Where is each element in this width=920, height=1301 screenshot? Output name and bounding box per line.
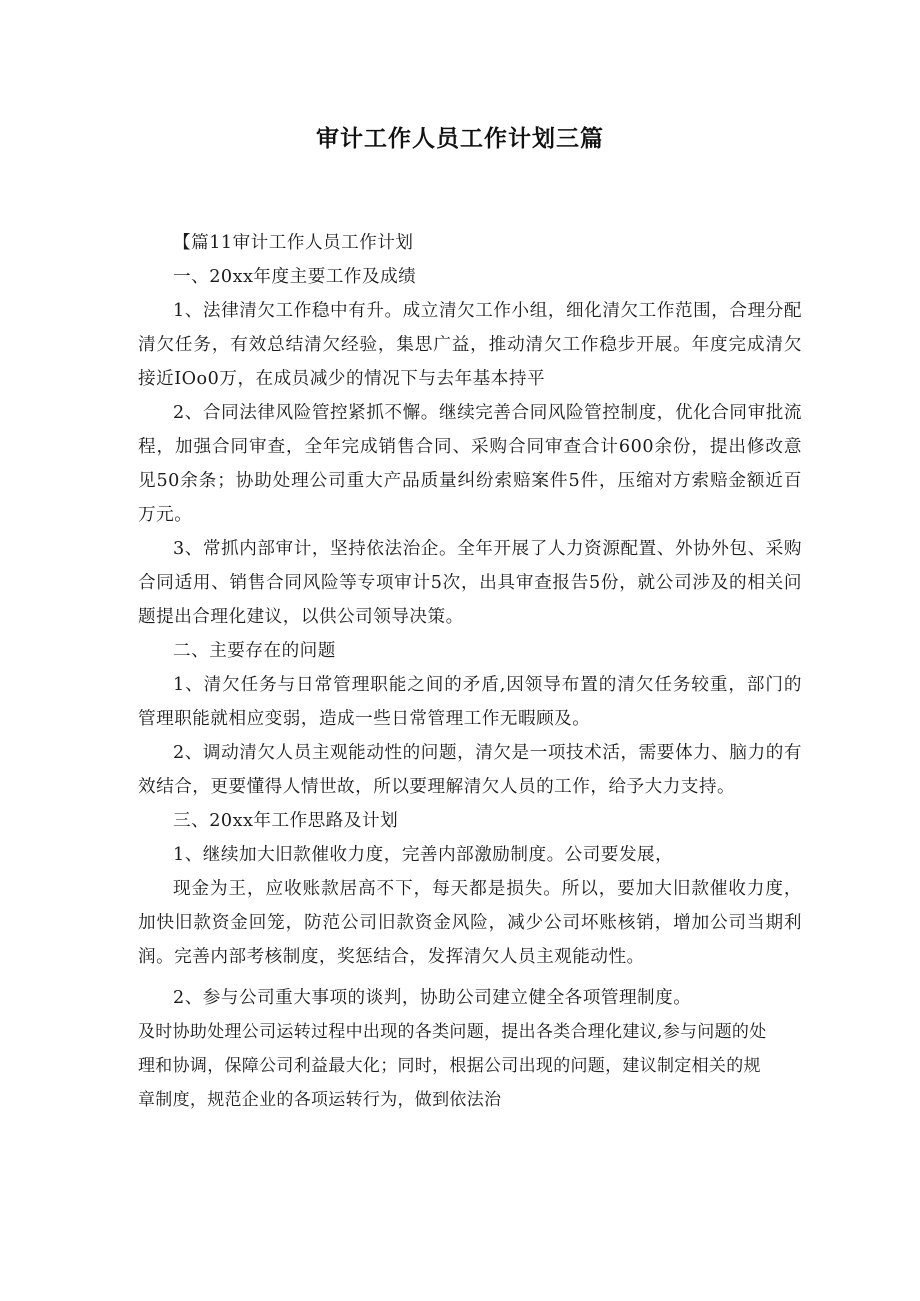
paragraph-plan-1: 1、继续加大旧款催收力度，完善内部激励制度。公司要发展， — [173, 845, 674, 865]
section-heading-2: 一、20xx年度主要工作及成绩 — [173, 267, 417, 287]
section-heading-problems: 二、主要存在的问题 — [173, 641, 336, 661]
section-heading-plan: 三、20xx年工作思路及计划 — [173, 811, 399, 831]
paragraph-internal-audit: 3、常抓内部审计，坚持依法治企。全年开展了人力资源配置、外协外包、采购合同适用、销售合同风险等专项审计5次，出具审查报告5份，就公司涉及的相关问题提出合理化建议，以供公司领导决策。 — [138, 539, 802, 627]
paragraph-plan-1-continued: 现金为王，应收账款居高不下，每天都是损失。所以，要加大旧款催收力度，加快旧款资金回笼，防范公司旧款资金风险，减少公司坏账核销，增加公司当期利润。完善内部考核制度，奖惩结合，发挥清欠人员主观能动性。 — [138, 879, 802, 967]
paragraph-problem-2: 2、调动清欠人员主观能动性的问题，清欠是一项技术活，需要体力、脑力的有效结合，更要懂得人情世故，所以要理解清欠人员的工作，给予大力支持。 — [138, 743, 802, 797]
paragraph-problem-1: 1、清欠任务与日常管理职能之间的矛盾,因领导布置的清欠任务较重，部门的管理职能就相应变弱，造成一些日常管理工作无暇顾及。 — [138, 675, 802, 729]
paragraph-clearing-work: 1、法律清欠工作稳中有升。成立清欠工作小组，细化清欠工作范围，合理分配清欠任务，有效总结清欠经验，集思广益，推动清欠工作稳步开展。年度完成清欠接近IOo0万，在成员减少的情况下与去年基本持平 — [138, 301, 802, 389]
paragraph-plan-2: 2、参与公司重大事项的谈判，协助公司建立健全各项管理制度。 — [173, 988, 692, 1008]
document-body — [138, 226, 802, 1117]
paragraph-plan-2-continued: 及时协助处理公司运转过程中出现的各类问题，提出各类合理化建议,参与问题的处理和协调，保障公司利益最大化；同时，根据公司出现的问题，建议制定相关的规章制度，规范企业的各项运转行为，做到依法治 — [138, 1022, 767, 1110]
section-heading-1: 【篇11审计工作人员工作计划 — [173, 233, 414, 253]
paragraph-contract-risk: 2、合同法律风险管控紧抓不懈。继续完善合同风险管控制度，优化合同审批流程，加强合同审查，全年完成销售合同、采购合同审查合计600余份，提出修改意见50余条；协助处理公司重大产品质量纠纷索赔案件5件，压缩对方索赔金额近百万元。 — [138, 403, 802, 525]
document-title: 审计工作人员工作计划三篇 — [316, 126, 604, 152]
